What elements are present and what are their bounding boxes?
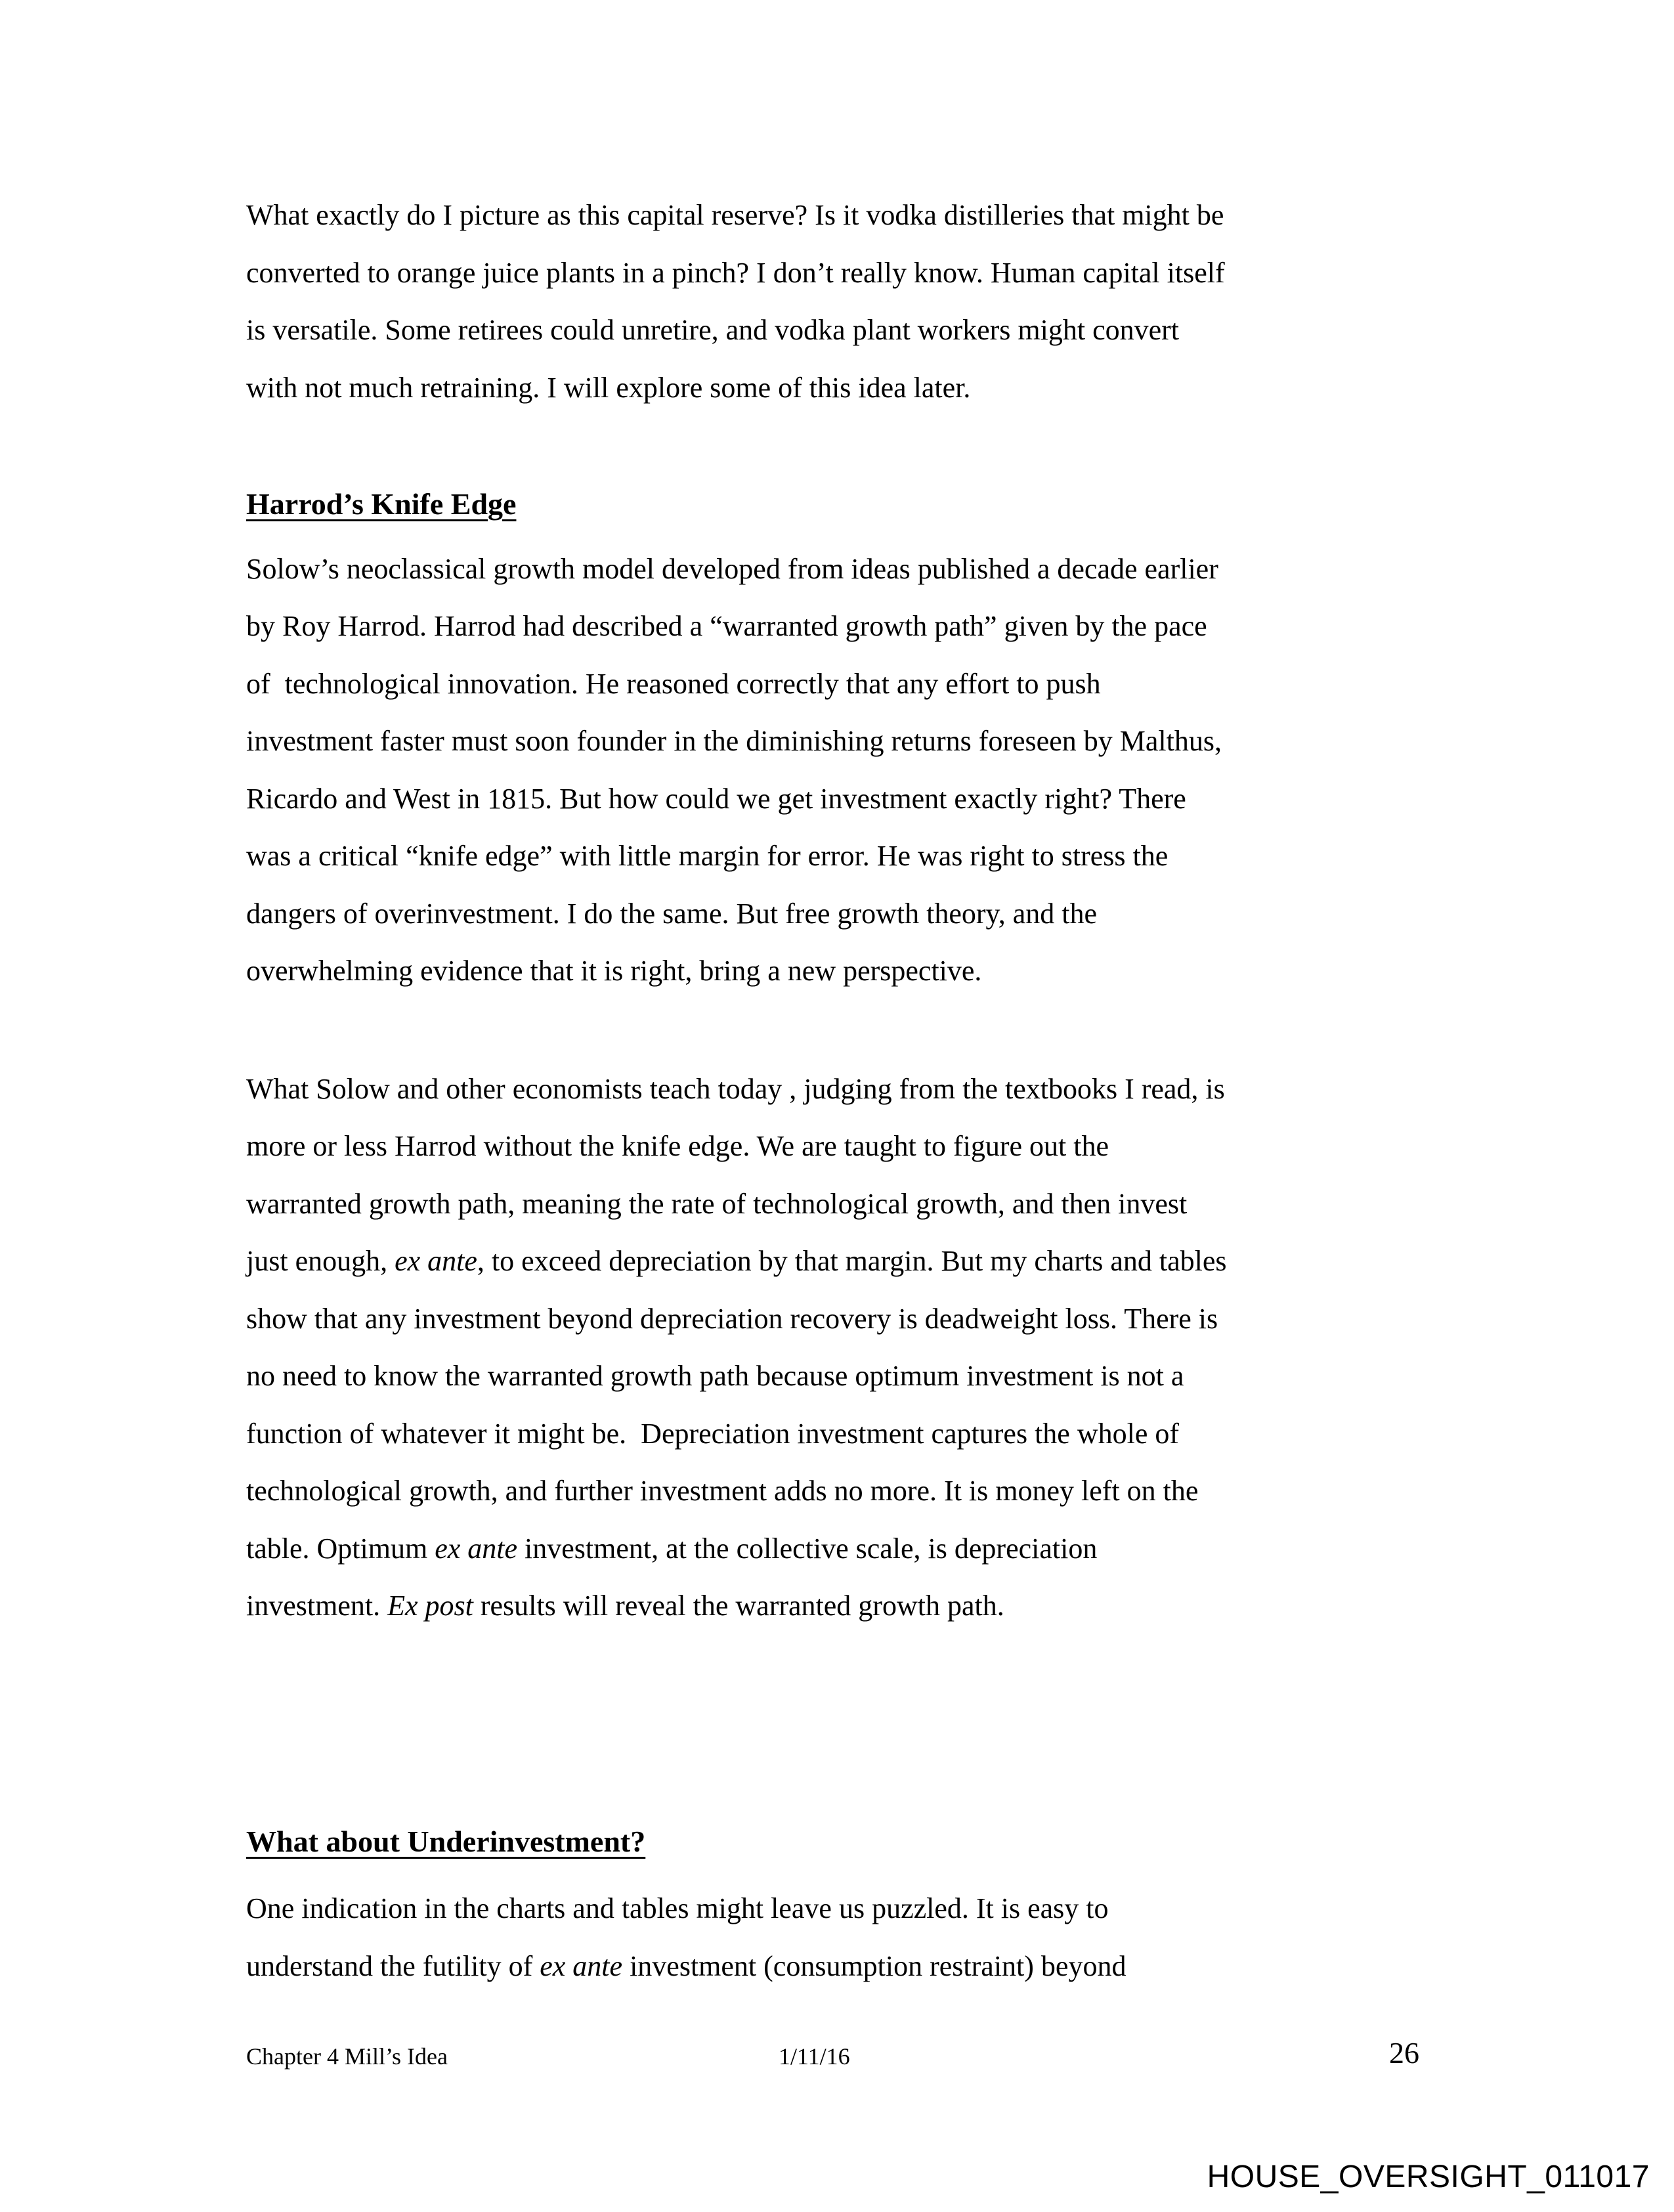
text-line: by Roy Harrod. Harrod had described a “warranted growth path” given by the pace: [246, 610, 1207, 642]
footer-chapter: Chapter 4 Mill’s Idea: [246, 2043, 448, 2070]
heading-text: What about Underinvestment?: [246, 1824, 646, 1858]
text-line: no need to know the warranted growth path because optimum investment is not a: [246, 1360, 1184, 1392]
text-line: show that any investment beyond depreciation recovery is deadweight loss. There is: [246, 1302, 1218, 1335]
text-line: understand the futility of ex ante investment (consumption restraint) beyond: [246, 1949, 1127, 1982]
para-solow-neoclassical: [246, 540, 1480, 1000]
text-line: What exactly do I picture as this capital reserve? Is it vodka distilleries that might be: [246, 199, 1224, 231]
text-line: just enough, ex ante, to exceed depreciation by that margin. But my charts and tables: [246, 1245, 1227, 1277]
para-capital-reserve: [246, 186, 1480, 416]
text-line: One indication in the charts and tables might leave us puzzled. It is easy to: [246, 1892, 1109, 1924]
text-line: Ricardo and West in 1815. But how could we get investment exactly right? There: [246, 782, 1186, 815]
text-line: is versatile. Some retirees could unretire, and vodka plant workers might convert: [246, 314, 1180, 346]
text-line: overwhelming evidence that it is right, bring a new perspective.: [246, 955, 982, 987]
text-line: was a critical “knife edge” with little margin for error. He was right to stress the: [246, 840, 1169, 872]
heading-what-about-underinvestment: [246, 1813, 1480, 1878]
heading-harrods-knife-edge: [246, 475, 1480, 540]
document-body: [246, 186, 1480, 1995]
footer-page-number: 26: [1389, 2036, 1419, 2070]
text-line: more or less Harrod without the knife edge. We are taught to figure out the: [246, 1130, 1109, 1162]
text-line: function of whatever it might be. Depreciation investment captures the whole of: [246, 1417, 1179, 1450]
text-line: of technological innovation. He reasoned correctly that any effort to push: [246, 667, 1101, 700]
text-line: Solow’s neoclassical growth model developed from ideas published a decade earlier: [246, 552, 1218, 585]
text-line: dangers of overinvestment. I do the same. But free growth theory, and the: [246, 897, 1097, 930]
text-line: converted to orange juice plants in a pinch? I don’t really know. Human capital itself: [246, 256, 1225, 289]
text-line: with not much retraining. I will explore some of this idea later.: [246, 371, 971, 404]
text-line: What Solow and other economists teach today , judging from the textbooks I read, is: [246, 1072, 1225, 1105]
text-line: table. Optimum ex ante investment, at the collective scale, is depreciation: [246, 1532, 1098, 1565]
text-line: technological growth, and further investment adds no more. It is money left on the: [246, 1475, 1199, 1507]
para-one-indication: [246, 1880, 1480, 1995]
text-line: warranted growth path, meaning the rate of technological growth, and then invest: [246, 1187, 1188, 1220]
footer-date: 1/11/16: [779, 2043, 850, 2070]
heading-text: Harrod’s Knife Edge: [246, 487, 517, 521]
text-line: investment. Ex post results will reveal the warranted growth path.: [246, 1590, 1004, 1622]
text-line: investment faster must soon founder in the diminishing returns foreseen by Malthus,: [246, 725, 1222, 757]
bates-stamp: HOUSE_OVERSIGHT_011017: [1207, 2159, 1650, 2194]
para-what-solow-teaches: [246, 1060, 1480, 1635]
